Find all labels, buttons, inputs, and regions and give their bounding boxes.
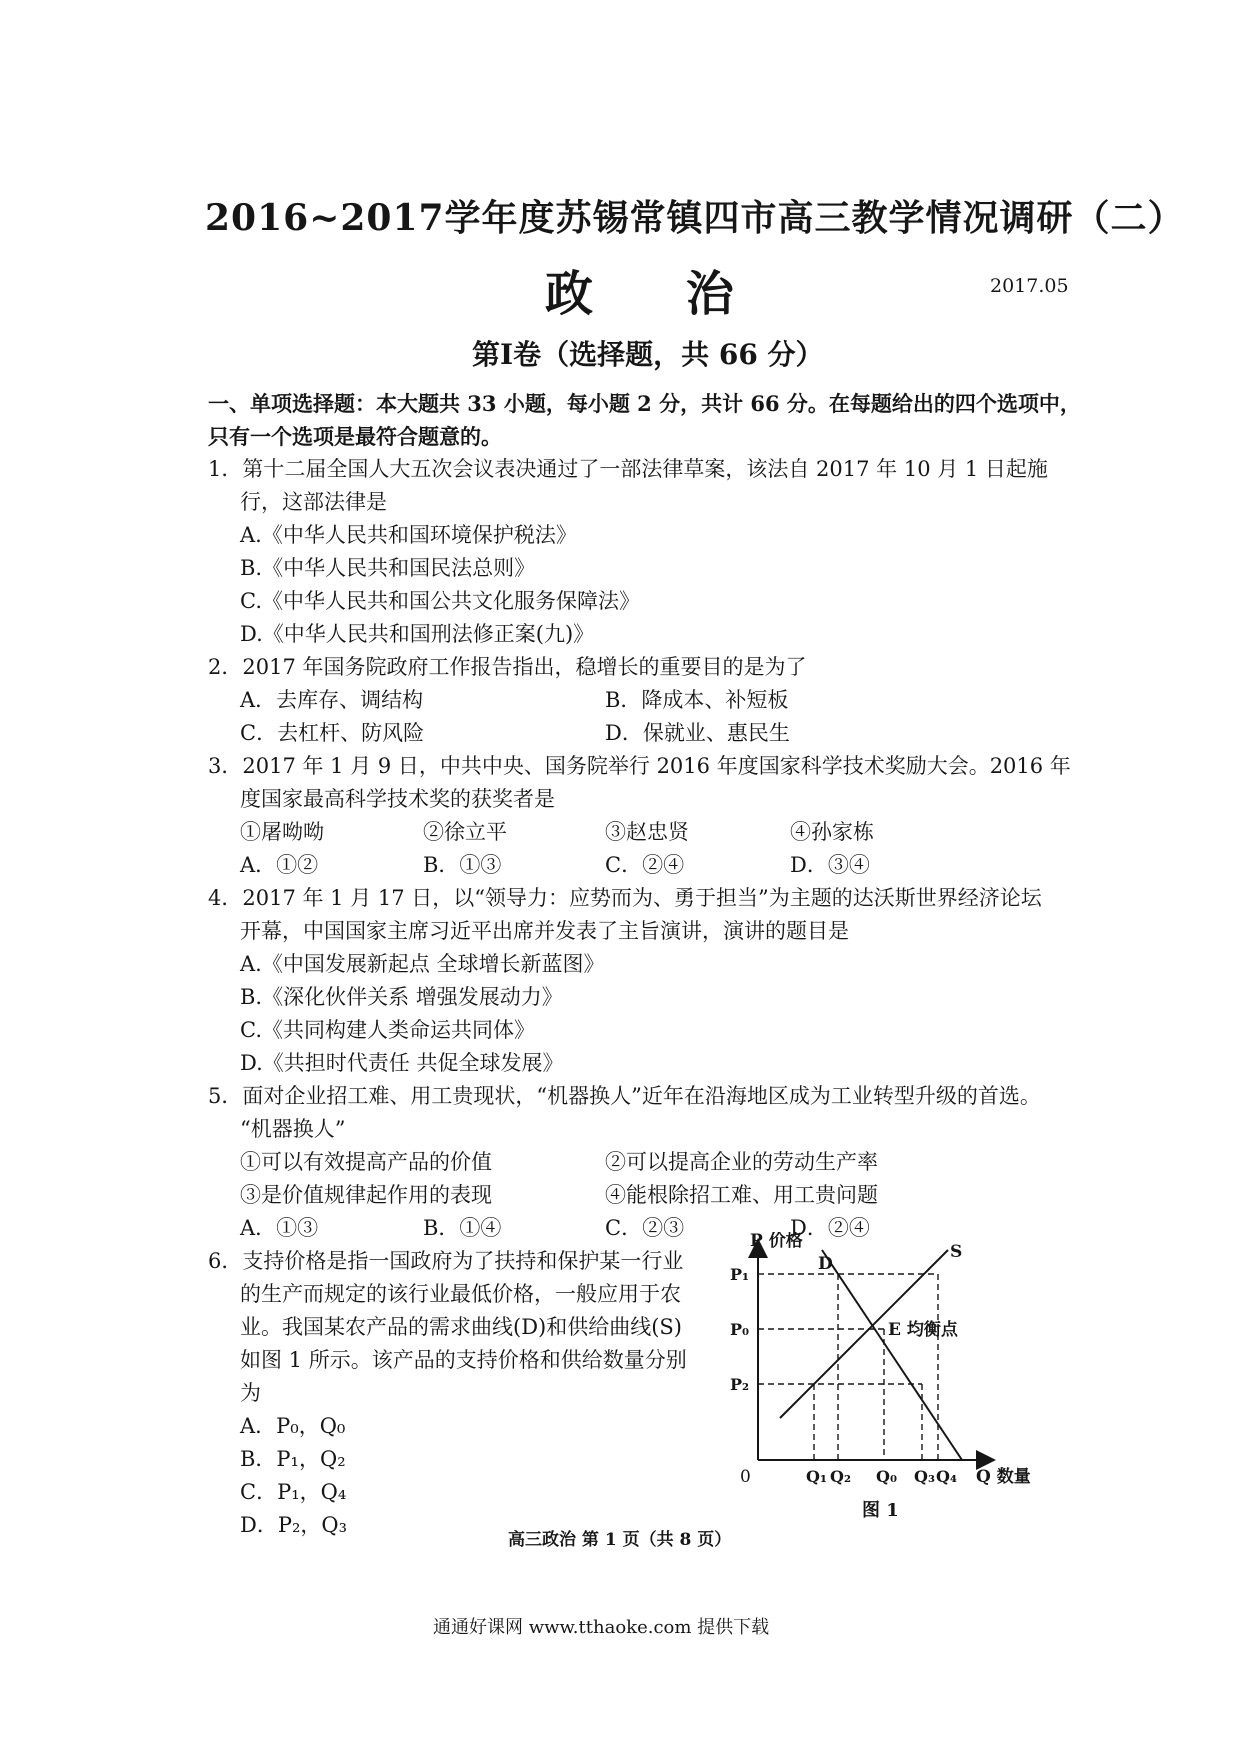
q1-stem-line-1: 1．第十二届全国人大五次会议表决通过了一部法律草案，该法自 2017 年 10 月 1 日起施	[208, 457, 1048, 481]
q3-stem-line-2: 度国家最高科学技术奖的获奖者是	[240, 787, 555, 811]
q6-option-c: C．P₁，Q₄	[240, 1480, 347, 1504]
q4-option-b: B.《深化伙伴关系 增强发展动力》	[240, 985, 563, 1009]
q3-item-4: ④孙家栋	[790, 820, 874, 844]
q5-stem-line-1: 5．面对企业招工难、用工贵现状，“机器换人”近年在沿海地区成为工业转型升级的首选。	[208, 1084, 1041, 1108]
q6-stem-line-1: 6．支持价格是指一国政府为了扶持和保护某一行业	[208, 1249, 684, 1273]
q6-option-d: D．P₂，Q₃	[240, 1513, 348, 1537]
q2-option-d: D．保就业、惠民生	[605, 721, 790, 745]
quantity-axis-label: Q 数量	[976, 1467, 1031, 1487]
q4-stem-line-2: 开幕，中国国家主席习近平出席并发表了主旨演讲，演讲的题目是	[240, 919, 849, 943]
q4-option-c: C.《共同构建人类命运共同体》	[240, 1018, 535, 1042]
q3-option-b: B．①③	[423, 853, 502, 877]
q6-stem-line-3: 业。我国某农产品的需求曲线(D)和供给曲线(S)	[240, 1315, 682, 1339]
exam-date: 2017.05	[990, 275, 1069, 297]
origin-label: 0	[740, 1467, 751, 1487]
demand-label: D	[818, 1254, 833, 1274]
download-watermark: 通通好课网 www.tthaoke.com 提供下载	[433, 1617, 770, 1638]
q2-option-c: C．去杠杆、防风险	[240, 721, 425, 745]
q2-option-a: A．去库存、调结构	[240, 688, 424, 712]
q6-stem-line-5: 为	[240, 1381, 261, 1405]
q4-option-a: A.《中国发展新起点 全球增长新蓝图》	[240, 952, 605, 976]
q3-option-d: D．③④	[790, 853, 870, 877]
section-heading: 第Ⅰ卷（选择题，共 66 分）	[472, 338, 824, 371]
equilibrium-label: E 均衡点	[888, 1320, 958, 1340]
q6-option-b: B．P₁，Q₂	[240, 1447, 346, 1471]
q5-option-a: A．①③	[240, 1216, 319, 1240]
page-footer: 高三政治 第 1 页（共 8 页）	[508, 1530, 732, 1550]
p0-tick: P₀	[730, 1320, 750, 1339]
q1-tick: Q₁	[806, 1467, 827, 1486]
supply-demand-figure	[730, 1232, 1060, 1522]
p1-tick: P₁	[730, 1265, 750, 1284]
q1-option-b: B.《中华人民共和国民法总则》	[240, 556, 536, 580]
p2-tick: P₂	[730, 1375, 750, 1394]
q0-tick: Q₀	[876, 1467, 897, 1486]
q3-option-a: A．①②	[240, 853, 319, 877]
q1-stem-line-2: 行，这部法律是	[240, 490, 387, 514]
subject-heading: 政 治	[545, 266, 772, 322]
figure-caption: 图 1	[862, 1500, 899, 1521]
q4-tick: Q₄	[936, 1467, 957, 1486]
q5-stem-line-2: “机器换人”	[240, 1117, 346, 1141]
q3-stem-line-1: 3．2017 年 1 月 9 日，中共中央、国务院举行 2016 年度国家科学技术奖励大会。2016 年	[208, 754, 1071, 778]
exam-title: 2016~2017学年度苏锡常镇四市高三教学情况调研（二）	[205, 197, 1185, 239]
q3-item-1: ①屠呦呦	[240, 820, 324, 844]
q2-option-b: B．降成本、补短板	[605, 688, 789, 712]
q6-option-a: A．P₀，Q₀	[240, 1414, 346, 1438]
q4-option-d: D.《共担时代责任 共促全球发展》	[240, 1051, 564, 1075]
q6-stem-line-4: 如图 1 所示。该产品的支持价格和供给数量分别	[240, 1348, 687, 1372]
supply-label: S	[950, 1242, 963, 1262]
q1-option-c: C.《中华人民共和国公共文化服务保障法》	[240, 589, 640, 613]
q6-stem-line-2: 的生产而规定的该行业最低价格，一般应用于农	[240, 1282, 681, 1306]
q5-item-1: ①可以有效提高产品的价值	[240, 1150, 492, 1174]
q5-item-2: ②可以提高企业的劳动生产率	[605, 1150, 878, 1174]
price-axis-label: P 价格	[750, 1232, 803, 1251]
q5-option-d: D．②④	[790, 1216, 870, 1240]
q5-item-4: ④能根除招工难、用工贵问题	[605, 1183, 878, 1207]
q3-option-c: C．②④	[605, 853, 685, 877]
q3-item-2: ②徐立平	[423, 820, 507, 844]
q2-tick: Q₂	[830, 1467, 851, 1486]
q5-item-3: ③是价值规律起作用的表现	[240, 1183, 492, 1207]
q2-stem: 2．2017 年国务院政府工作报告指出，稳增长的重要目的是为了	[208, 655, 807, 679]
q1-option-a: A.《中华人民共和国环境保护税法》	[240, 523, 577, 547]
q5-option-c: C．②③	[605, 1216, 685, 1240]
q5-option-b: B．①④	[423, 1216, 502, 1240]
q4-stem-line-1: 4．2017 年 1 月 17 日，以“领导力：应势而为、勇于担当”为主题的达沃斯世界经济论坛	[208, 886, 1042, 910]
instructions-line-2: 只有一个选项是最符合题意的。	[208, 424, 502, 449]
q3-item-3: ③赵忠贤	[605, 820, 689, 844]
instructions-line-1: 一、单项选择题：本大题共 33 小题，每小题 2 分，共计 66 分。在每题给出的四个选项中，	[208, 391, 1081, 416]
q1-option-d: D.《中华人民共和国刑法修正案(九)》	[240, 622, 595, 646]
q3-tick: Q₃	[914, 1467, 935, 1486]
